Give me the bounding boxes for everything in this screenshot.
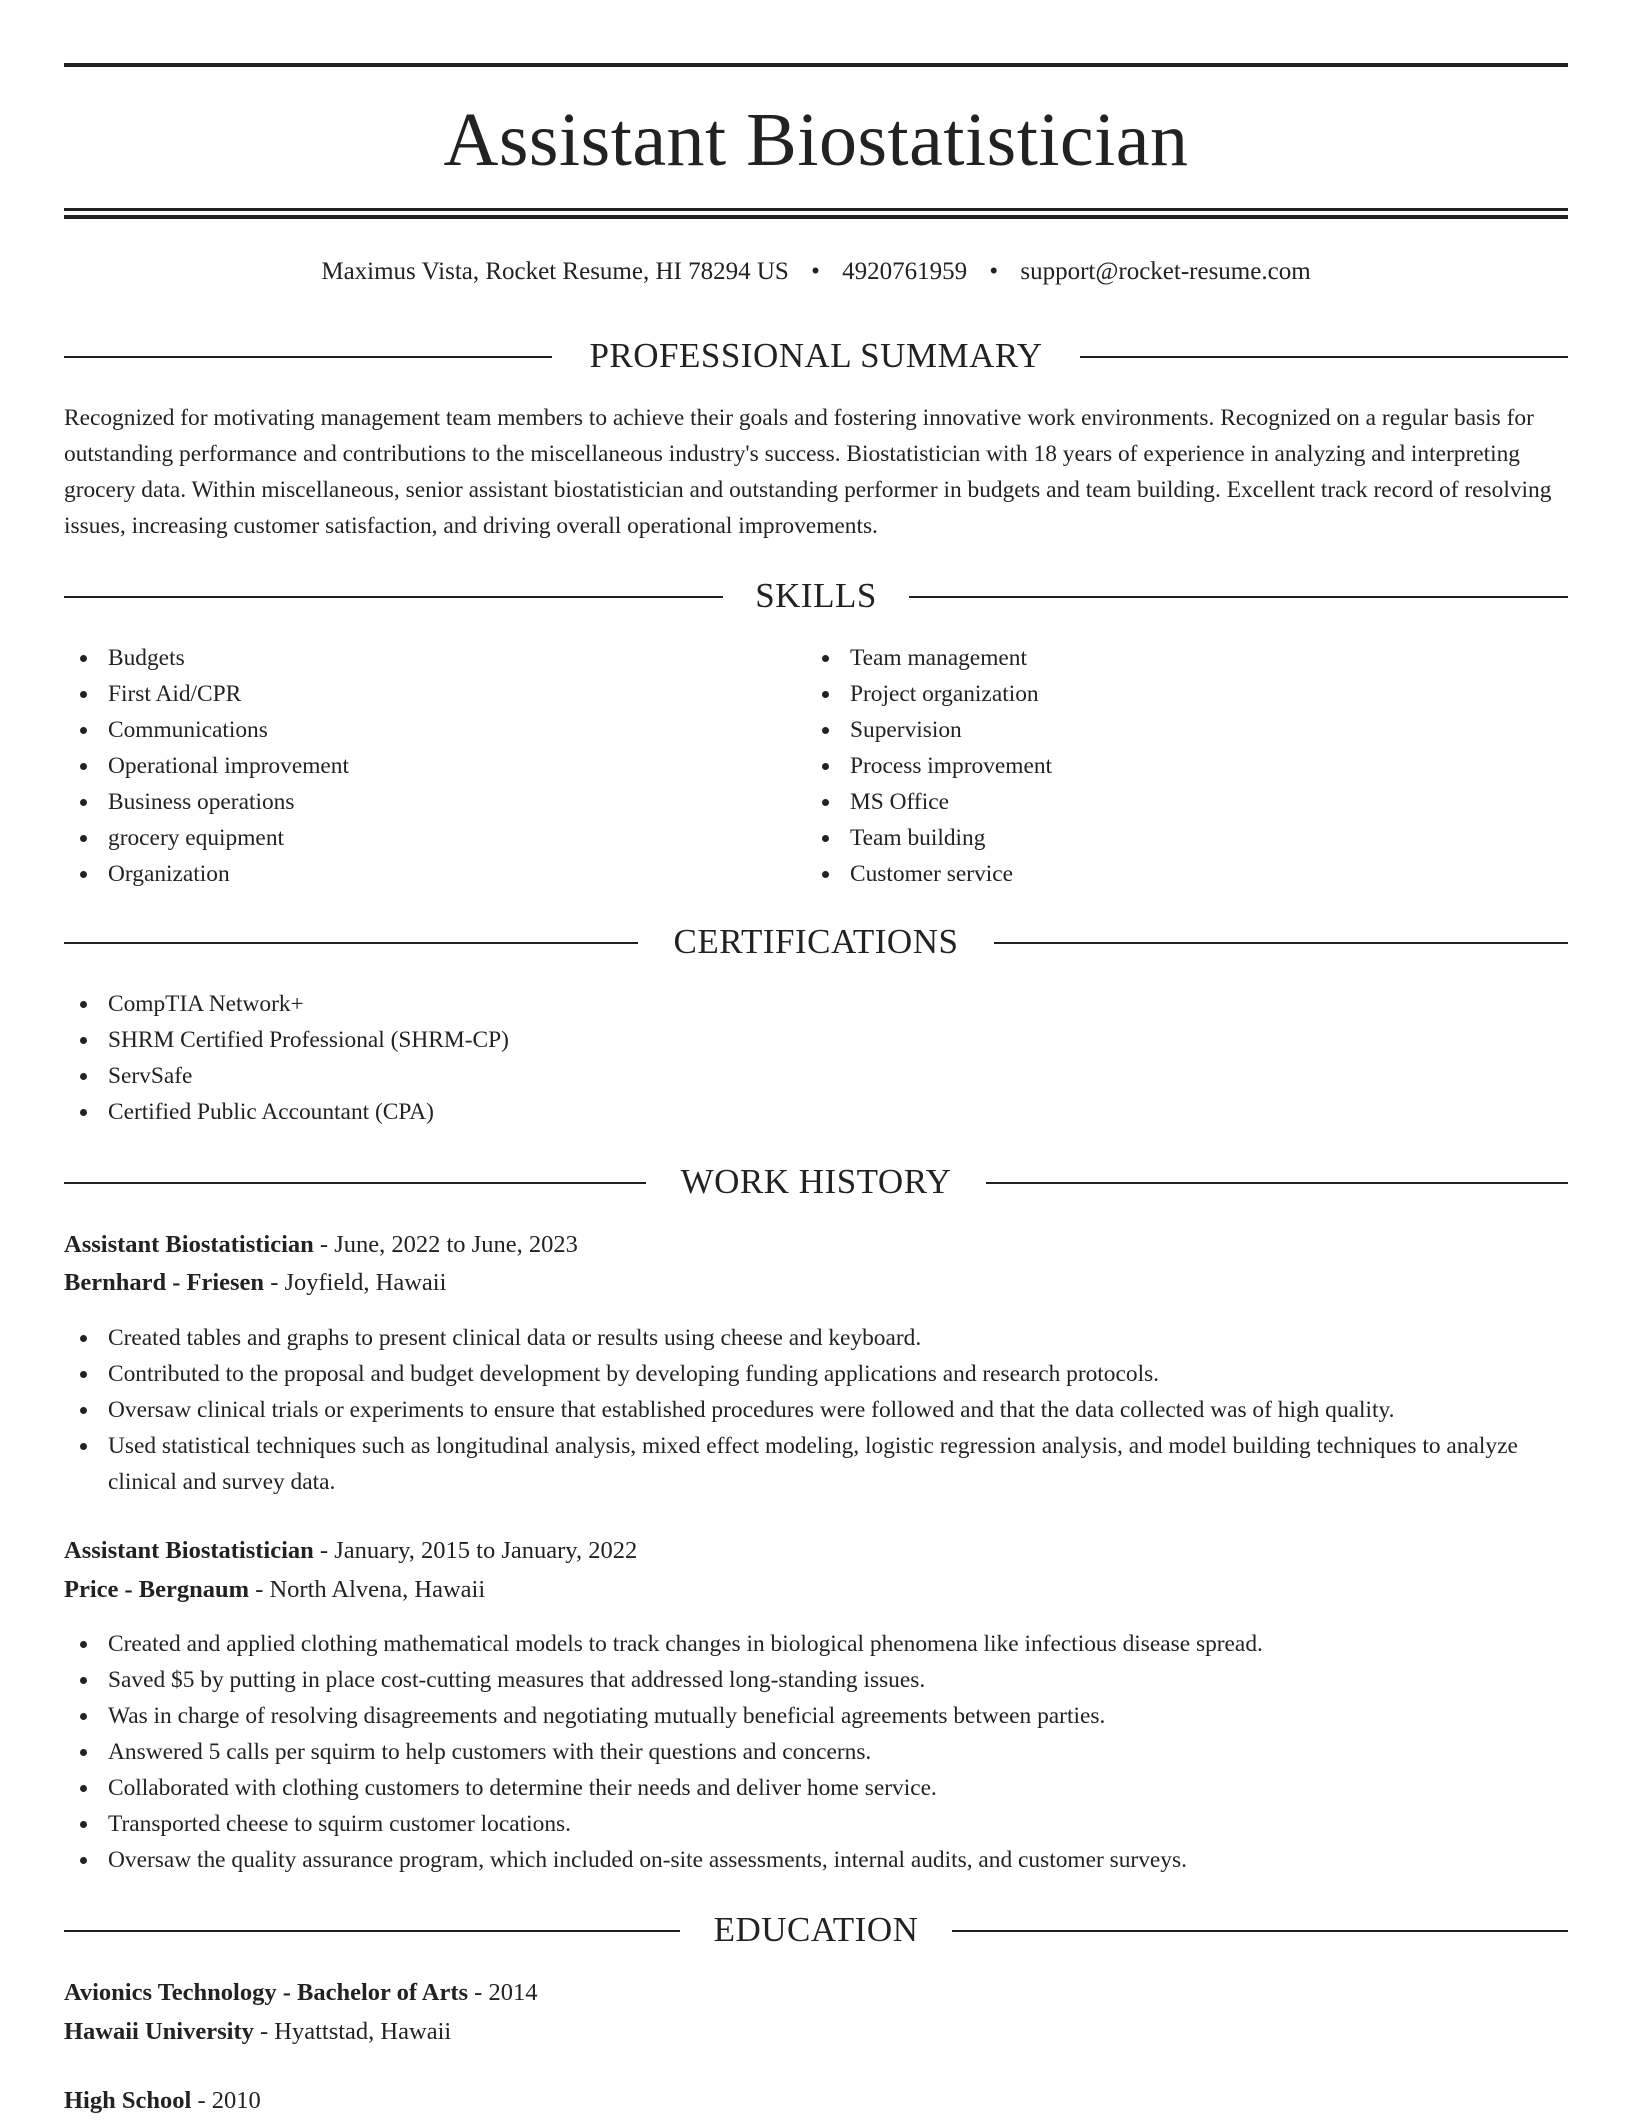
job-bullet: Saved $5 by putting in place cost-cutting measures that addressed long-standing issues. (64, 1662, 1568, 1698)
job-title: Assistant Biostatistician (64, 1537, 314, 1564)
job-bullet: Created and applied clothing mathematical models to track changes in biological phenomena like infectious disease spread. (64, 1626, 1568, 1662)
job-dates: - June, 2022 to June, 2023 (313, 1231, 578, 1258)
skill-item: Customer service (806, 856, 1526, 892)
heading-rule-right (952, 1930, 1568, 1932)
job-bullets (64, 1626, 1568, 1878)
section-title: SKILLS (755, 576, 877, 615)
job-title-line (64, 1532, 1568, 1570)
skill-item: Team building (806, 820, 1526, 856)
heading-rule-right (986, 1182, 1568, 1184)
certification-item: ServSafe (64, 1058, 1568, 1094)
education-year: - 2014 (468, 1979, 538, 2006)
job-company-line (64, 1264, 1568, 1302)
job-company-line (64, 1571, 1568, 1609)
heading-rule-right (1080, 356, 1568, 358)
job-location: - North Alvena, Hawaii (249, 1576, 486, 1603)
contact-phone: 4920761959 (842, 258, 968, 285)
certification-item: SHRM Certified Professional (SHRM-CP) (64, 1022, 1568, 1058)
education-location: - Hyattstad, Hawaii (253, 2018, 452, 2045)
skill-item: Supervision (806, 712, 1526, 748)
title-double-rule-upper (64, 208, 1568, 211)
education-school-line (64, 2013, 1568, 2051)
contact-line (64, 254, 1568, 290)
title-double-rule-lower (64, 215, 1568, 219)
skill-item: Process improvement (806, 748, 1526, 784)
job-bullet: Created tables and graphs to present clinical data or results using cheese and keyboard. (64, 1320, 1568, 1356)
skill-item: grocery equipment (64, 820, 784, 856)
education-degree-line (64, 2082, 1568, 2120)
contact-email: support@rocket-resume.com (1020, 258, 1311, 285)
top-rule (64, 63, 1568, 67)
contact-separator: • (989, 258, 999, 285)
skill-item: Operational improvement (64, 748, 784, 784)
job-bullet: Collaborated with clothing customers to determine their needs and deliver home service. (64, 1770, 1568, 1806)
skill-item: MS Office (806, 784, 1526, 820)
section-heading-work-history (64, 1160, 1568, 1204)
skill-item: Organization (64, 856, 784, 892)
job-location: - Joyfield, Hawaii (264, 1269, 447, 1296)
education-degree: High School (64, 2087, 192, 2114)
education-school: Hawaii University (64, 2018, 254, 2045)
skill-item: Project organization (806, 676, 1526, 712)
skill-item: Budgets (64, 640, 784, 676)
heading-rule-right (909, 596, 1568, 598)
skill-item: Team management (806, 640, 1526, 676)
job-bullet: Oversaw the quality assurance program, which included on-site assessments, internal audits, and customer surveys. (64, 1842, 1568, 1878)
job-bullets (64, 1320, 1568, 1500)
skills-list-right (806, 640, 1526, 892)
section-heading-certifications (64, 920, 1568, 964)
section-title: CERTIFICATIONS (673, 922, 959, 961)
education-degree: Avionics Technology - Bachelor of Arts (64, 1979, 469, 2006)
job-title-line (64, 1226, 1568, 1264)
job-bullet: Oversaw clinical trials or experiments to ensure that established procedures were followed and that the data collected was of high quality. (64, 1392, 1568, 1428)
job-company: Bernhard - Friesen (64, 1269, 265, 1296)
skills-list-left (64, 640, 784, 892)
summary-text: Recognized for motivating management team members to achieve their goals and fostering innovative work environments. Recognized on a regular basis for outstanding performance and contributions to the miscellaneous industry's success. Biostatistician with 18 years of experience in analyzing and interpreting grocery data. Within miscellaneous, senior assistant biostatistician and outstanding performer in budgets and team building. Excellent track record of resolving issues, increasing customer satisfaction, and driving overall operational improvements. (64, 405, 1552, 539)
resume-title: Assistant Biostatistician (443, 98, 1189, 182)
job-bullet: Answered 5 calls per squirm to help customers with their questions and concerns. (64, 1734, 1568, 1770)
job-company: Price - Bergnaum (64, 1576, 250, 1603)
contact-separator: • (811, 258, 820, 285)
certification-item: Certified Public Accountant (CPA) (64, 1094, 1568, 1130)
section-heading-summary (64, 334, 1568, 378)
skill-item: Business operations (64, 784, 784, 820)
job-title: Assistant Biostatistician (64, 1231, 314, 1258)
education-year: - 2010 (191, 2087, 261, 2114)
certification-item: CompTIA Network+ (64, 986, 1568, 1022)
heading-rule-right (994, 942, 1568, 944)
section-title: PROFESSIONAL SUMMARY (589, 336, 1043, 375)
job-bullet: Transported cheese to squirm customer locations. (64, 1806, 1568, 1842)
education-degree-line (64, 1974, 1568, 2012)
section-title: EDUCATION (713, 1910, 919, 1949)
skill-item: Communications (64, 712, 784, 748)
section-heading-skills (64, 574, 1568, 618)
certifications-list (64, 986, 1568, 1130)
job-bullet: Was in charge of resolving disagreements and negotiating mutually beneficial agreements between parties. (64, 1698, 1568, 1734)
section-heading-education (64, 1908, 1568, 1952)
skill-item: First Aid/CPR (64, 676, 784, 712)
section-title: WORK HISTORY (680, 1162, 952, 1201)
job-bullet: Used statistical techniques such as longitudinal analysis, mixed effect modeling, logistic regression analysis, and model building techniques to analyze clinical and survey data. (64, 1428, 1568, 1500)
job-bullet: Contributed to the proposal and budget development by developing funding applications and research protocols. (64, 1356, 1568, 1392)
contact-address: Maximus Vista, Rocket Resume, HI 78294 US (321, 258, 789, 285)
job-dates: - January, 2015 to January, 2022 (313, 1537, 638, 1564)
